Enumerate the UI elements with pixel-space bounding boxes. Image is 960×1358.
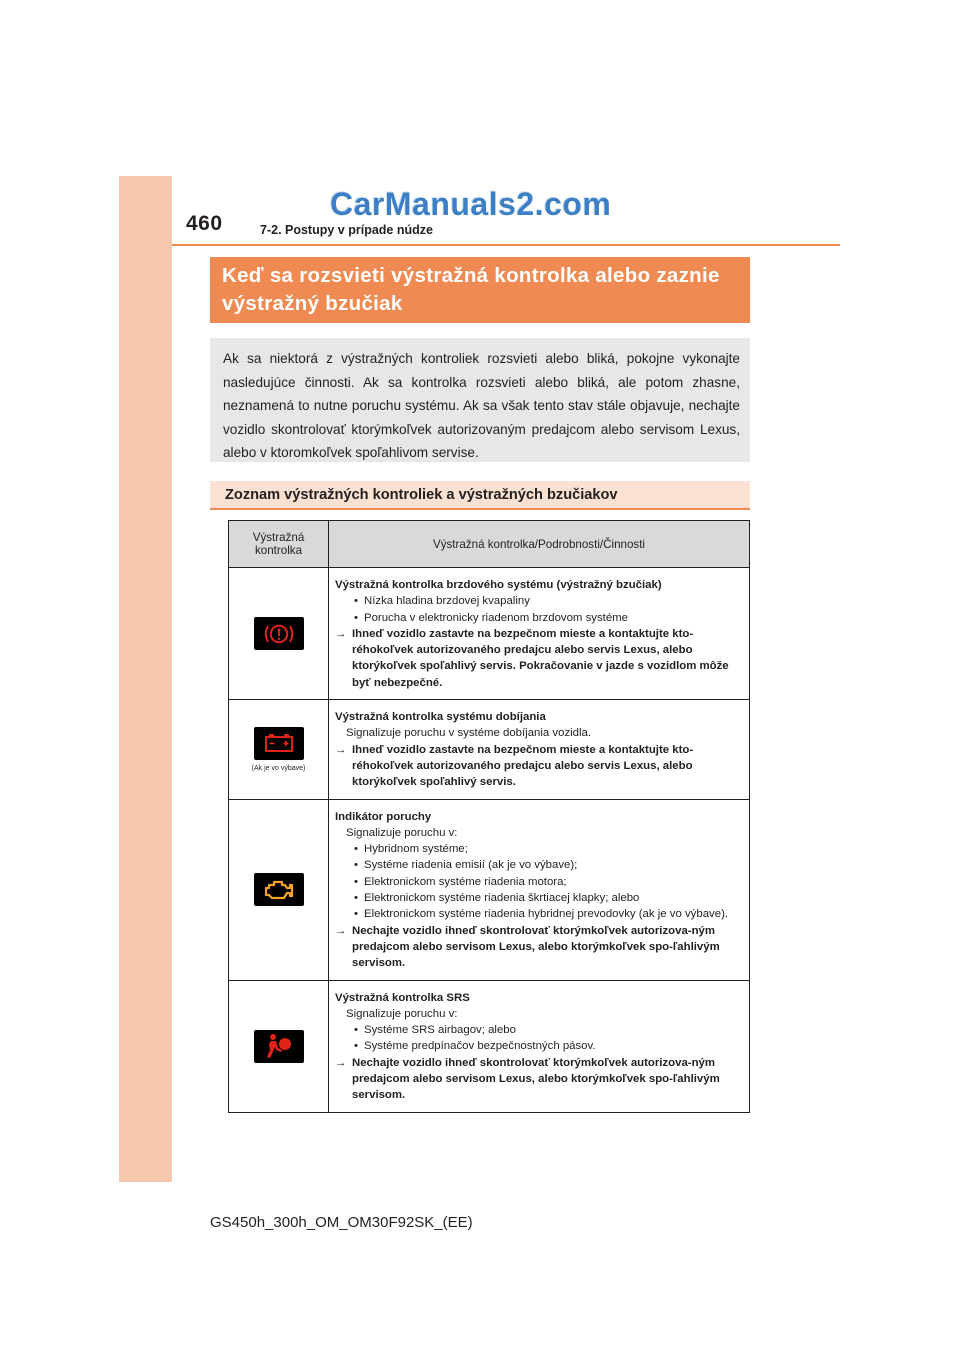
table-header-icon-column: Výstražná kontrolka <box>229 521 329 568</box>
warning-icon-cell <box>229 799 329 980</box>
main-heading-line-2: výstražný bzučiak <box>222 292 403 315</box>
side-color-band <box>119 176 172 1182</box>
warning-title: Výstražná kontrolka SRS <box>335 991 470 1004</box>
section-title: 7-2. Postupy v prípade núdze <box>260 223 433 237</box>
table-header-details-column: Výstražná kontrolka/Podrobnosti/Činnosti <box>329 521 750 568</box>
icon-availability-note: (Ak je vo výbave) <box>251 764 306 772</box>
warning-icon-cell <box>229 980 329 1112</box>
warning-details-cell <box>329 700 750 799</box>
footer-document-code: GS450h_300h_OM_OM30F92SK_(EE) <box>210 1214 473 1231</box>
warning-action: → Nechajte vozidlo ihneď skontrolovať ktorýmkoľvek autorizova-ným predajcom alebo servisom Lexus, alebo ktorýmkoľvek spo-ľahlivým servisom. <box>335 1055 743 1104</box>
warning-description: Signalizuje poruchu v: <box>346 1007 458 1020</box>
warning-description: Signalizuje poruchu v: <box>346 826 458 839</box>
intro-box <box>210 338 750 462</box>
warning-title: Výstražná kontrolka systému dobíjania <box>335 711 546 724</box>
warning-action: → Nechajte vozidlo ihneď skontrolovať ktorýmkoľvek autorizova-ným predajcom alebo servisom Lexus, alebo ktorýmkoľvek spo-ľahlivým servisom. <box>335 923 743 972</box>
table-row <box>229 700 750 799</box>
warning-cause-item: • Elektronickom systéme riadenia motora; <box>335 874 743 890</box>
table-header-row <box>229 521 750 568</box>
warning-title: Indikátor poruchy <box>335 810 432 823</box>
battery-charge-icon <box>254 727 304 760</box>
watermark-text: CarManuals2.com <box>330 186 612 222</box>
header-rule <box>172 244 840 246</box>
warning-icon-cell <box>229 700 329 799</box>
brake-warning-icon <box>254 617 304 650</box>
page-number: 460 <box>186 212 223 235</box>
list-heading: Zoznam výstražných kontroliek a výstražných bzučiakov <box>225 487 618 503</box>
main-heading-banner <box>210 257 750 323</box>
warning-cause-item: • Systéme riadenia emisií (ak je vo výbave); <box>335 857 743 873</box>
warning-icon-cell <box>229 568 329 700</box>
warning-action: → Ihneď vozidlo zastavte na bezpečnom mieste a kontaktujte kto-réhokoľvek autorizovaného predajcu alebo servis Lexus, alebo ktorýkoľvek spoľahlivý servis. <box>335 742 743 791</box>
warning-action: → Ihneď vozidlo zastavte na bezpečnom mieste a kontaktujte kto-réhokoľvek autorizovaného predajcu alebo servis Lexus, alebo ktorýkoľvek spoľahlivý servis. Pokračovanie v jazde s vozidlom môže byť nebezpečné. <box>335 626 743 691</box>
warning-cause-item: • Systéme SRS airbagov; alebo <box>335 1022 743 1038</box>
warning-lights-table <box>228 520 750 1113</box>
warning-cause-item: • Porucha v elektronicky riadenom brzdovom systéme <box>335 610 743 626</box>
table-row <box>229 799 750 980</box>
check-engine-icon <box>254 873 304 906</box>
warning-details-cell <box>329 568 750 700</box>
warning-details-cell <box>329 980 750 1112</box>
main-heading-line-1: Keď sa rozsvieti výstražná kontrolka alebo zaznie <box>222 264 720 287</box>
warning-cause-item: • Elektronickom systéme riadenia škrtiacej klapky; alebo <box>335 890 743 906</box>
warning-cause-item: • Elektronickom systéme riadenia hybridnej prevodovky (ak je vo výbave). <box>335 906 743 922</box>
srs-airbag-icon <box>254 1030 304 1063</box>
warning-description: Signalizuje poruchu v systéme dobíjania vozidla. <box>346 727 592 740</box>
warning-cause-item: • Hybridnom systéme; <box>335 841 743 857</box>
list-heading-banner <box>210 481 750 510</box>
table-row <box>229 568 750 700</box>
table-body <box>229 568 750 1113</box>
warning-cause-item: • Systéme predpínačov bezpečnostných pásov. <box>335 1038 743 1054</box>
warning-title: Výstražná kontrolka brzdového systému (výstražný bzučiak) <box>335 579 662 591</box>
warning-details-cell <box>329 799 750 980</box>
warning-cause-item: • Nízka hladina brzdovej kvapaliny <box>335 593 743 609</box>
intro-text: Ak sa niektorá z výstražných kontroliek rozsvieti alebo bliká, pokojne vykonajte nasledujúce činnosti. Ak sa kontrolka rozsvieti alebo bliká, ale potom zhasne, neznamená to nutne poruchu systému. Ak sa však tento stav stále objavuje, nechajte vozidlo skontrolovať ktorýmkoľvek autorizovaným predajcom alebo servisom Lexus, alebo v ktoromkoľvek spoľahlivom servise. <box>223 351 740 461</box>
table-row <box>229 980 750 1112</box>
